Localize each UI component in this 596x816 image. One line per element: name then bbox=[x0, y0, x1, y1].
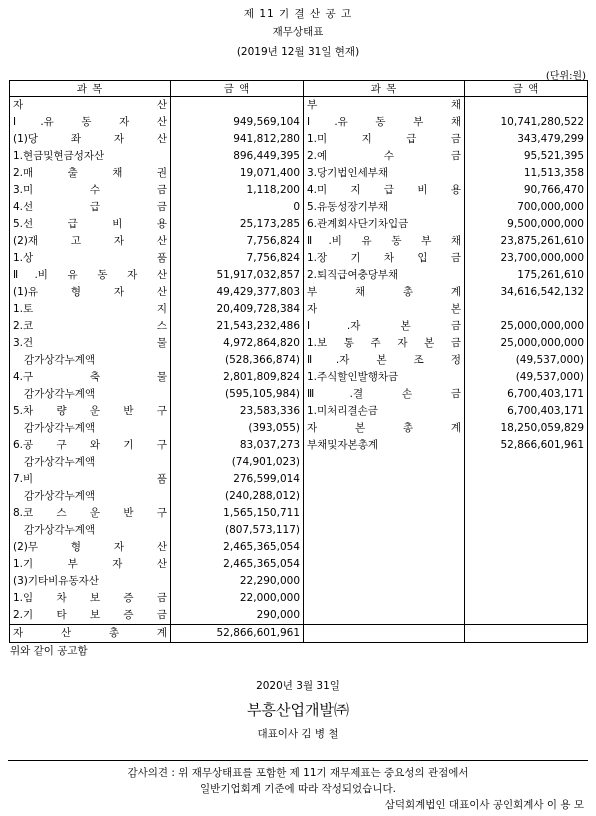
table-row bbox=[10, 403, 588, 420]
header-amount-right: 금 액 bbox=[465, 81, 588, 97]
liability-amount bbox=[465, 454, 588, 471]
liability-amount bbox=[465, 301, 588, 318]
liability-account: 6.관계회사단기차입금 bbox=[304, 216, 465, 233]
liability-account: 3.당기법인세부채 bbox=[304, 165, 465, 182]
asset-amount: 1,565,150,711 bbox=[171, 505, 304, 522]
asset-account: 3.미 수 금 bbox=[10, 182, 171, 199]
table-row bbox=[10, 335, 588, 352]
header-amount-left: 금 액 bbox=[171, 81, 304, 97]
table-row bbox=[10, 114, 588, 131]
liability-account: Ⅱ.비 유 동 부 채 bbox=[304, 233, 465, 250]
table-row bbox=[10, 454, 588, 471]
empty-cell bbox=[465, 625, 588, 643]
auditor-name: 삼덕회계법인 대표이사 공인회계사 이 용 모 bbox=[384, 799, 584, 811]
total-assets-amount: 52,866,601,961 bbox=[171, 625, 304, 643]
asset-account: 1.상 품 bbox=[10, 250, 171, 267]
asset-amount: 49,429,377,803 bbox=[171, 284, 304, 301]
header-account-right: 과 목 bbox=[304, 81, 465, 97]
liability-account: 1.장 기 차 입 금 bbox=[304, 250, 465, 267]
audit-opinion-line1: 감사의견 : 위 재무상태표를 포함한 제 11기 재무제표는 중요성의 관점에서 bbox=[127, 767, 469, 779]
liability-amount bbox=[465, 471, 588, 488]
asset-amount: 949,569,104 bbox=[171, 114, 304, 131]
asset-amount: 21,543,232,486 bbox=[171, 318, 304, 335]
table-row bbox=[10, 250, 588, 267]
asset-amount: 25,173,285 bbox=[171, 216, 304, 233]
liability-account: 2.퇴직급여충당부채 bbox=[304, 267, 465, 284]
asset-account: 4.구 축 물 bbox=[10, 369, 171, 386]
liability-account: 1.주식할인발행차금 bbox=[304, 369, 465, 386]
table-row bbox=[10, 386, 588, 403]
asset-account: 2.기 타 보 증 금 bbox=[10, 607, 171, 625]
asset-amount: 22,000,000 bbox=[171, 590, 304, 607]
asset-amount: 7,756,824 bbox=[171, 233, 304, 250]
liability-amount: 9,500,000,000 bbox=[507, 218, 584, 230]
asset-amount: 1,118,200 bbox=[171, 182, 304, 199]
asset-account: 감가상각누계액 bbox=[10, 386, 171, 403]
asset-account: 감가상각누계액 bbox=[10, 352, 171, 369]
asset-amount bbox=[171, 97, 304, 115]
asset-account: 1.임 차 보 증 금 bbox=[10, 590, 171, 607]
liability-amount bbox=[465, 97, 588, 115]
liability-account: Ⅰ.자 본 금 bbox=[304, 318, 465, 335]
liability-amount: 23,700,000,000 bbox=[500, 252, 584, 264]
notice-text: 위와 같이 공고함 bbox=[10, 645, 88, 657]
table-header-row bbox=[10, 81, 588, 97]
asset-account: Ⅱ.비 유 동 자 산 bbox=[10, 267, 171, 284]
total-assets-row bbox=[10, 625, 588, 643]
audit-opinion-line2: 일반기업회계 기준에 따라 작성되었습니다. bbox=[200, 783, 396, 795]
liability-amount: 343,479,299 bbox=[517, 133, 584, 145]
liability-amount: (49,537,000) bbox=[515, 371, 584, 383]
liability-account: 부 채 총 계 bbox=[304, 284, 465, 301]
asset-amount: (393,055) bbox=[171, 420, 304, 437]
liability-amount: 175,261,610 bbox=[517, 269, 584, 281]
asset-account: 2.매 출 채 권 bbox=[10, 165, 171, 182]
table-row bbox=[10, 148, 588, 165]
table-row bbox=[10, 131, 588, 148]
table-row bbox=[10, 539, 588, 556]
asset-account: 1.토 지 bbox=[10, 301, 171, 318]
asset-account: 8.코 스 운 반 구 bbox=[10, 505, 171, 522]
asset-account: 2.코 스 bbox=[10, 318, 171, 335]
asset-amount: (240,288,012) bbox=[171, 488, 304, 505]
notice-title: 제 11 기 결 산 공 고 bbox=[243, 8, 353, 20]
empty-cell bbox=[304, 625, 465, 643]
asset-account: (3)기타비유동자산 bbox=[10, 573, 171, 590]
liability-amount bbox=[465, 573, 588, 590]
asset-account: 6.공 구 와 기 구 bbox=[10, 437, 171, 454]
table-row bbox=[10, 522, 588, 539]
company-name: 부흥산업개발㈜ bbox=[247, 701, 349, 719]
asset-account: 1.기 부 자 산 bbox=[10, 556, 171, 573]
liability-account bbox=[304, 573, 465, 590]
asset-account: 감가상각누계액 bbox=[10, 420, 171, 437]
liability-account bbox=[304, 471, 465, 488]
asset-account: 감가상각누계액 bbox=[10, 454, 171, 471]
liability-amount: 10,741,280,522 bbox=[500, 116, 584, 128]
liability-account: 5.유동성장기부채 bbox=[304, 199, 465, 216]
total-assets-label: 자 산 총 계 bbox=[10, 625, 171, 643]
asset-account: 5.선 급 비 용 bbox=[10, 216, 171, 233]
divider bbox=[8, 760, 588, 761]
liability-account bbox=[304, 522, 465, 539]
asset-account: 5.차 량 운 반 구 bbox=[10, 403, 171, 420]
liability-account: Ⅰ.유 동 부 채 bbox=[304, 114, 465, 131]
table-row bbox=[10, 301, 588, 318]
table-row bbox=[10, 182, 588, 199]
asset-account: 감가상각누계액 bbox=[10, 522, 171, 539]
liability-amount bbox=[465, 556, 588, 573]
table-row bbox=[10, 199, 588, 216]
liability-account bbox=[304, 505, 465, 522]
liability-account: 1.미처리결손금 bbox=[304, 403, 465, 420]
asset-amount: 22,290,000 bbox=[171, 573, 304, 590]
liability-amount bbox=[465, 607, 588, 625]
liability-amount: 25,000,000,000 bbox=[500, 337, 584, 349]
liability-account: 1.보 통 주 자 본 금 bbox=[304, 335, 465, 352]
asset-account: 7.비 품 bbox=[10, 471, 171, 488]
table-row bbox=[10, 488, 588, 505]
asset-amount: (595,105,984) bbox=[171, 386, 304, 403]
asset-amount: 20,409,728,384 bbox=[171, 301, 304, 318]
asset-amount: 0 bbox=[171, 199, 304, 216]
liability-account bbox=[304, 590, 465, 607]
asset-account: (1)당 좌 자 산 bbox=[10, 131, 171, 148]
asset-amount: (74,901,023) bbox=[171, 454, 304, 471]
table-row bbox=[10, 437, 588, 454]
asset-amount: 83,037,273 bbox=[171, 437, 304, 454]
table-row bbox=[10, 505, 588, 522]
asset-amount: 896,449,395 bbox=[171, 148, 304, 165]
asset-account: Ⅰ.유 동 자 산 bbox=[10, 114, 171, 131]
liability-amount: 23,875,261,610 bbox=[500, 235, 584, 247]
asset-account: (2)무 형 자 산 bbox=[10, 539, 171, 556]
statement-date: (2019년 12월 31일 현재) bbox=[236, 46, 360, 58]
asset-account: 1.현금및현금성자산 bbox=[10, 148, 171, 165]
liability-account: Ⅲ.결 손 금 bbox=[304, 386, 465, 403]
liability-account bbox=[304, 556, 465, 573]
liability-amount: 6,700,403,171 bbox=[507, 405, 584, 417]
table-row bbox=[10, 471, 588, 488]
liability-amount: 90,766,470 bbox=[523, 184, 584, 196]
table-row bbox=[10, 573, 588, 590]
liability-amount: 18,250,059,829 bbox=[500, 422, 584, 434]
asset-amount: 2,465,365,054 bbox=[171, 539, 304, 556]
asset-amount: 2,465,365,054 bbox=[171, 556, 304, 573]
asset-amount: 23,583,336 bbox=[171, 403, 304, 420]
liability-account: 자 본 총 계 bbox=[304, 420, 465, 437]
liability-amount bbox=[465, 522, 588, 539]
asset-amount: (807,573,117) bbox=[171, 522, 304, 539]
table-row bbox=[10, 352, 588, 369]
table-row bbox=[10, 556, 588, 573]
liability-amount bbox=[465, 590, 588, 607]
liability-amount: 6,700,403,171 bbox=[507, 388, 584, 400]
liability-account: 4.미 지 급 비 용 bbox=[304, 182, 465, 199]
liability-amount: 700,000,000 bbox=[517, 201, 584, 213]
table-row bbox=[10, 284, 588, 301]
asset-amount: 51,917,032,857 bbox=[171, 267, 304, 284]
liability-amount bbox=[465, 539, 588, 556]
asset-amount: 7,756,824 bbox=[171, 250, 304, 267]
liability-account bbox=[304, 539, 465, 556]
liability-account: 2.예 수 금 bbox=[304, 148, 465, 165]
asset-account: 감가상각누계액 bbox=[10, 488, 171, 505]
balance-sheet-table bbox=[9, 80, 588, 643]
table-row bbox=[10, 420, 588, 437]
liability-account bbox=[304, 454, 465, 471]
asset-account: 자 산 bbox=[10, 97, 171, 115]
asset-amount: 4,972,864,820 bbox=[171, 335, 304, 352]
asset-amount: 2,801,809,824 bbox=[171, 369, 304, 386]
table-row bbox=[10, 607, 588, 625]
liability-amount: 52,866,601,961 bbox=[500, 439, 584, 451]
header-account-left: 과 목 bbox=[10, 81, 171, 97]
liability-account bbox=[304, 607, 465, 625]
asset-account: 3.건 물 bbox=[10, 335, 171, 352]
table-row bbox=[10, 369, 588, 386]
liability-account: 1.미 지 급 금 bbox=[304, 131, 465, 148]
asset-amount: 941,812,280 bbox=[171, 131, 304, 148]
asset-amount: 276,599,014 bbox=[171, 471, 304, 488]
liability-account: 부 채 bbox=[304, 97, 465, 115]
liability-account: 부채및자본총계 bbox=[304, 437, 465, 454]
liability-account bbox=[304, 488, 465, 505]
unit-label: (단위:원) bbox=[545, 71, 586, 82]
liability-account: Ⅱ.자 본 조 정 bbox=[304, 352, 465, 369]
liability-account: 자 본 bbox=[304, 301, 465, 318]
asset-account: (1)유 형 자 산 bbox=[10, 284, 171, 301]
liability-amount bbox=[465, 488, 588, 505]
liability-amount: 34,616,542,132 bbox=[500, 286, 584, 298]
liability-amount: 11,513,358 bbox=[523, 167, 584, 179]
asset-amount: 19,071,400 bbox=[171, 165, 304, 182]
table-row bbox=[10, 267, 588, 284]
notice-date: 2020년 3월 31일 bbox=[256, 680, 340, 692]
table-row bbox=[10, 216, 588, 233]
table-row bbox=[10, 97, 588, 115]
asset-account: (2)재 고 자 산 bbox=[10, 233, 171, 250]
liability-amount: (49,537,000) bbox=[515, 354, 584, 366]
ceo-name: 대표이사 김 병 철 bbox=[257, 728, 339, 740]
table-row bbox=[10, 318, 588, 335]
table-row bbox=[10, 590, 588, 607]
liability-amount: 25,000,000,000 bbox=[500, 320, 584, 332]
liability-amount bbox=[465, 505, 588, 522]
statement-title: 재무상태표 bbox=[272, 26, 324, 38]
table-row bbox=[10, 233, 588, 250]
asset-amount: (528,366,874) bbox=[171, 352, 304, 369]
asset-account: 4.선 급 금 bbox=[10, 199, 171, 216]
table-row bbox=[10, 165, 588, 182]
liability-amount: 95,521,395 bbox=[523, 150, 584, 162]
asset-amount: 290,000 bbox=[171, 607, 304, 625]
